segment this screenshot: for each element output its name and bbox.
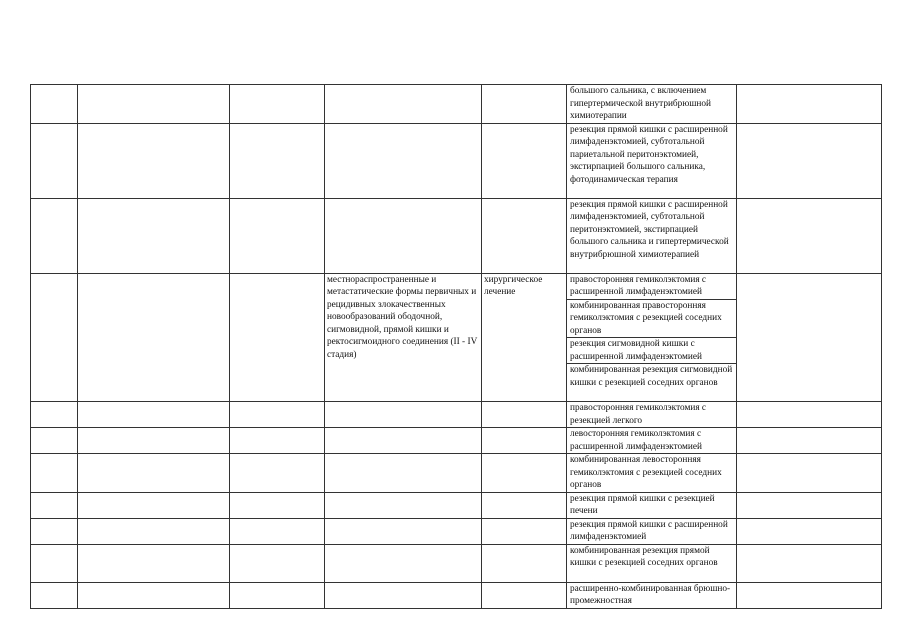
treatment-type-cell (482, 273, 567, 402)
method-text: комбинированная правосторонняя гемиколэктомия с резекцией соседних органов (570, 300, 722, 336)
table-row (31, 582, 882, 608)
table-cell (737, 454, 882, 493)
table-cell (737, 123, 882, 198)
table-row (31, 518, 882, 544)
method-cell (567, 582, 737, 608)
table-cell (737, 582, 882, 608)
table-cell (230, 428, 325, 454)
procedures-table (30, 84, 882, 609)
method-cell (567, 402, 737, 428)
table-cell (325, 544, 482, 582)
table-cell (31, 518, 78, 544)
table-cell (325, 492, 482, 518)
method-cell (567, 518, 737, 544)
diagnosis-text: местнораспространенные и метастатические формы первичных и рецидивных злокачественных новообразований ободочной, сигмовидной, прямой кишки и ректосигмоидного соединения (II - IV стадия) (327, 274, 478, 360)
table-cell (325, 85, 482, 124)
table-row (31, 402, 882, 428)
method-text: резекция сигмовидной кишки с расширенной лимфаденэктомией (570, 339, 702, 362)
table-cell (482, 198, 567, 273)
table-row (31, 198, 882, 273)
table-cell (78, 544, 230, 582)
table-cell (325, 582, 482, 608)
table-row (31, 85, 882, 124)
table-cell (737, 273, 882, 402)
table-cell (78, 492, 230, 518)
table-cell (31, 582, 78, 608)
table-cell (31, 428, 78, 454)
method-text: резекция прямой кишки с расширенной лимфаденэктомией, субтотальной париетальной перитонэктомией, экстирпацией большого сальника, фотодинамическая терапия (570, 124, 728, 185)
table-cell (325, 428, 482, 454)
table-cell (482, 582, 567, 608)
method-cell (567, 123, 737, 198)
method-text: резекция прямой кишки с расширенной лимфаденэктомией (570, 519, 728, 542)
table-row (31, 492, 882, 518)
table-cell (737, 85, 882, 124)
table-cell (737, 198, 882, 273)
table-cell (78, 402, 230, 428)
method-cell (567, 454, 737, 493)
table-cell (482, 402, 567, 428)
method-cell (567, 198, 737, 273)
table-cell (230, 454, 325, 493)
method-text: комбинированная резекция прямой кишки с резекцией соседних органов (570, 545, 718, 568)
table-cell (78, 428, 230, 454)
table-cell (31, 123, 78, 198)
table-cell (230, 123, 325, 198)
table-cell (31, 492, 78, 518)
table-cell (325, 198, 482, 273)
method-cell (567, 338, 737, 364)
table-row (31, 123, 882, 198)
table-row (31, 428, 882, 454)
table-cell (325, 123, 482, 198)
table-cell (325, 518, 482, 544)
table-cell (230, 582, 325, 608)
method-cell (567, 85, 737, 124)
method-text: большого сальника, с включением гипертермической внутрибрюшной химиотерапии (570, 86, 712, 121)
treatment-type-text: хирургическое лечение (484, 274, 543, 297)
table-cell (482, 518, 567, 544)
method-text: правосторонняя гемиколэктомия с расширенной лимфаденэктомией (570, 274, 707, 297)
method-text: левосторонняя гемиколэктомия с расширенной лимфаденэктомией (570, 429, 702, 452)
method-cell (567, 492, 737, 518)
table-cell (78, 273, 230, 402)
table-cell (31, 198, 78, 273)
method-text: комбинированная резекция сигмовидной кишки с резекцией соседних органов (570, 365, 733, 388)
table-cell (230, 402, 325, 428)
table-row (31, 454, 882, 493)
table-cell (737, 402, 882, 428)
table-cell (31, 85, 78, 124)
table-cell (230, 492, 325, 518)
table-cell (737, 492, 882, 518)
method-text: резекция прямой кишки с резекцией печени (570, 493, 715, 516)
table-cell (482, 123, 567, 198)
table-cell (230, 544, 325, 582)
table-cell (737, 428, 882, 454)
table-cell (78, 454, 230, 493)
method-cell (567, 364, 737, 402)
table-cell (737, 544, 882, 582)
table-cell (31, 273, 78, 402)
table-cell (482, 85, 567, 124)
method-cell (567, 273, 737, 299)
table-cell (78, 198, 230, 273)
diagnosis-cell (325, 273, 482, 402)
table-cell (78, 518, 230, 544)
table-cell (325, 454, 482, 493)
table-row (31, 544, 882, 582)
table-cell (230, 518, 325, 544)
table-cell (482, 492, 567, 518)
method-cell (567, 544, 737, 582)
table-cell (482, 428, 567, 454)
table-cell (737, 518, 882, 544)
table-cell (482, 544, 567, 582)
method-text: резекция прямой кишки с расширенной лимфаденэктомией, субтотальной перитонэктомией, экстирпацией большого сальника и гипертермической внутрибрюшной химиотерапией (570, 199, 729, 260)
method-cell (567, 299, 737, 338)
table-cell (230, 85, 325, 124)
table-cell (78, 123, 230, 198)
method-text: расширенно-комбинированная брюшно-промежностная (570, 583, 731, 606)
table-cell (230, 198, 325, 273)
table-cell (31, 454, 78, 493)
table-cell (325, 402, 482, 428)
table-cell (230, 273, 325, 402)
table-cell (31, 402, 78, 428)
table-row (31, 273, 882, 299)
table-cell (78, 85, 230, 124)
table-cell (482, 454, 567, 493)
method-text: комбинированная левосторонняя гемиколэктомия с резекцией соседних органов (570, 455, 722, 490)
method-text: правосторонняя гемиколэктомия с резекцией легкого (570, 403, 707, 426)
table-cell (78, 582, 230, 608)
table-cell (31, 544, 78, 582)
method-cell (567, 428, 737, 454)
